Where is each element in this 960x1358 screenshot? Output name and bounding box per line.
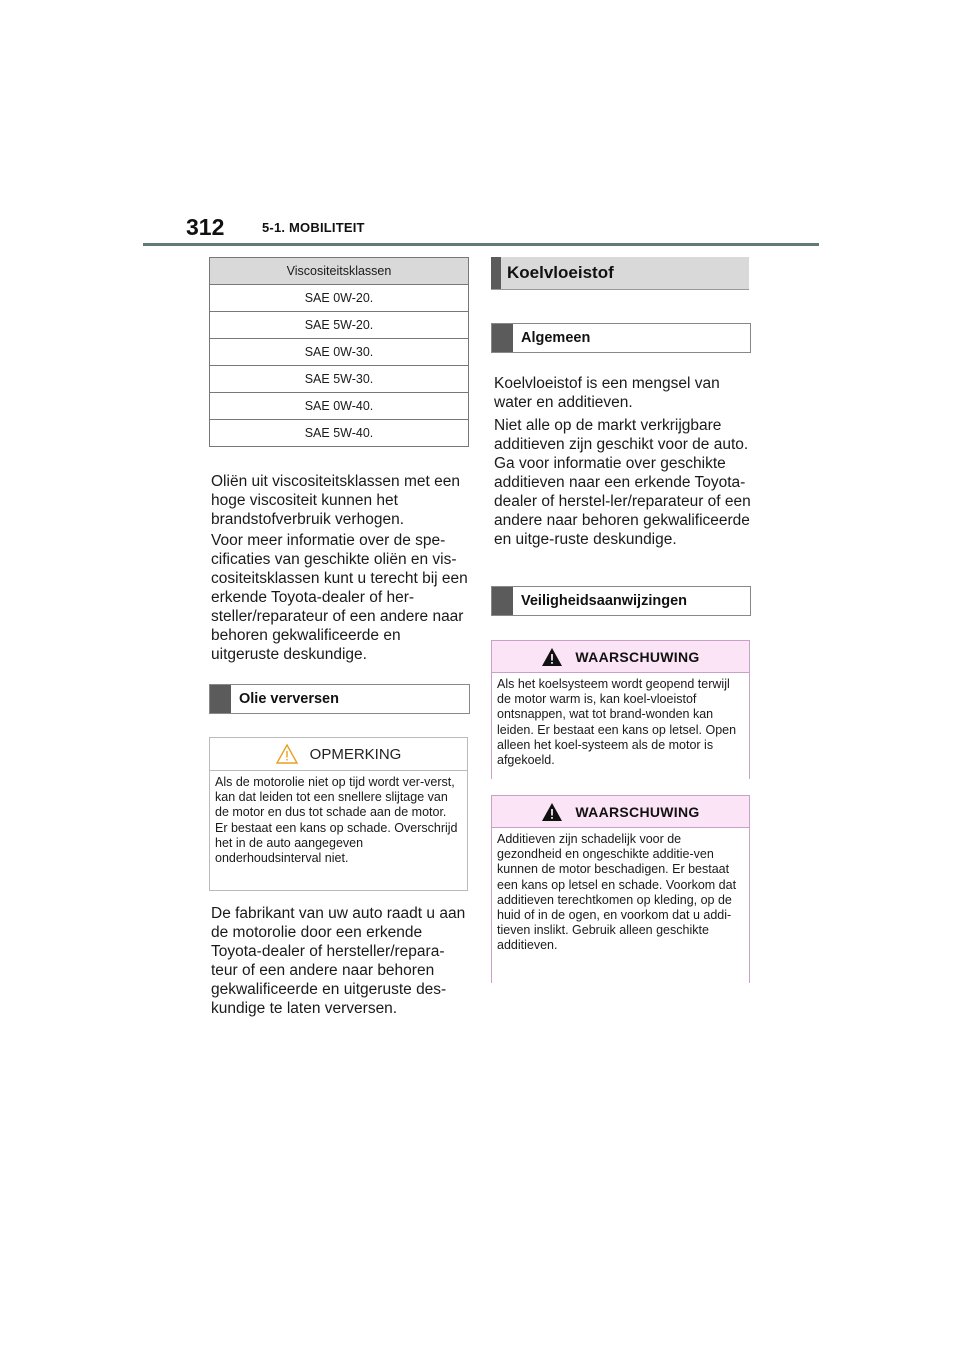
warning-title: WAARSCHUWING: [575, 803, 700, 820]
warning-title: WAARSCHUWING: [575, 648, 700, 665]
table-row: SAE 5W-20.: [210, 312, 469, 339]
subheading-marker: [492, 324, 513, 352]
paragraph-viscosity: Oliën uit viscositeitsklassen met een hoge viscositeit kunnen het brandstofverbruik verhogen.: [211, 473, 460, 528]
warning-text: Additieven zijn schadelijk voor de gezondheid en ongeschikte additie-ven kunnen de motor beschadigen. Er bestaat een kans op letsel en schade. Voorkom dat additieven terechtkomen op kleding, op de huid of in de ogen, en voorkom dat u addi-tieven inslikt. Gebruik alleen geschikte additieven.: [492, 828, 749, 1018]
heading-coolant: [491, 257, 749, 290]
note-header: [210, 738, 467, 771]
table-header: Viscositeitsklassen: [210, 258, 469, 285]
warning-box: [491, 640, 750, 779]
warning-header: [492, 796, 749, 828]
warning-text: Als het koelsysteem wordt geopend terwijl de motor warm is, kan koel-vloeistof ontsnappen, wat tot brand-wonden kan leiden. Er bestaat een kans op letsel. Open alleen het koel-systeem als de motor is afgekoeld.: [492, 673, 749, 814]
note-text: Als de motorolie niet op tijd wordt ver-verst, kan dat leiden tot een snellere slijtage van de motor en dus tot schade aan de motor. Er bestaat een kans op schade. Overschrijd het in de auto aangegeven onderhoudsinterval niet.: [215, 775, 458, 866]
header-divider: [143, 243, 819, 246]
table-row: SAE 0W-20.: [210, 285, 469, 312]
subheading-oil-change: [209, 684, 470, 714]
warning-header: [492, 641, 749, 673]
table-row: SAE 0W-30.: [210, 339, 469, 366]
warning-box: [491, 795, 750, 983]
note-title: OPMERKING: [309, 745, 402, 763]
warning-icon: [541, 647, 563, 667]
subheading-marker: [210, 685, 231, 713]
subheading-marker: [492, 587, 513, 615]
subheading-label: Olie verversen: [239, 691, 339, 707]
paragraph-oil-info: Voor meer informatie over de spe-cificaties van geschikte oliën en vis-cositeitsklassen kunt u terecht bij een erkende Toyota-dealer of her-steller/reparateur of een andere naar behoren gekwalificeerde en uitgeruste deskundige.: [211, 532, 468, 663]
subheading-safety: [491, 586, 751, 616]
section-title: 5-1. MOBILITEIT: [262, 220, 365, 235]
caution-icon: [276, 744, 298, 764]
subheading-general: [491, 323, 751, 353]
paragraph-coolant-additives: Niet alle op de markt verkrijgbare additieven zijn geschikt voor de auto. Ga voor informatie over geschikte additieven naar een erkende Toyota-dealer of herstel-ler/reparateur of een andere naar behoren gekwalificeerde en uitge-ruste deskundige.: [494, 417, 751, 548]
note-box: [209, 737, 468, 891]
table-row: SAE 5W-40.: [210, 420, 469, 447]
paragraph-oil-change: De fabrikant van uw auto raadt u aan de motorolie door een erkende Toyota-dealer of hersteller/repara-teur of een andere naar behoren gekwalificeerde en uitgeruste des-kundige te laten verversen.: [211, 905, 466, 1017]
table-row: SAE 0W-40.: [210, 393, 469, 420]
paragraph-coolant-mix: Koelvloeistof is een mengsel van water en additieven.: [494, 375, 720, 411]
subheading-label: Veiligheidsaanwijzingen: [521, 593, 687, 609]
heading-label: Koelvloeistof: [507, 263, 614, 282]
warning-icon: [541, 802, 563, 822]
subheading-label: Algemeen: [521, 330, 591, 346]
viscosity-table: [209, 257, 469, 447]
heading-marker: [491, 257, 501, 289]
table-row: SAE 5W-30.: [210, 366, 469, 393]
page-number: 312: [186, 214, 225, 240]
